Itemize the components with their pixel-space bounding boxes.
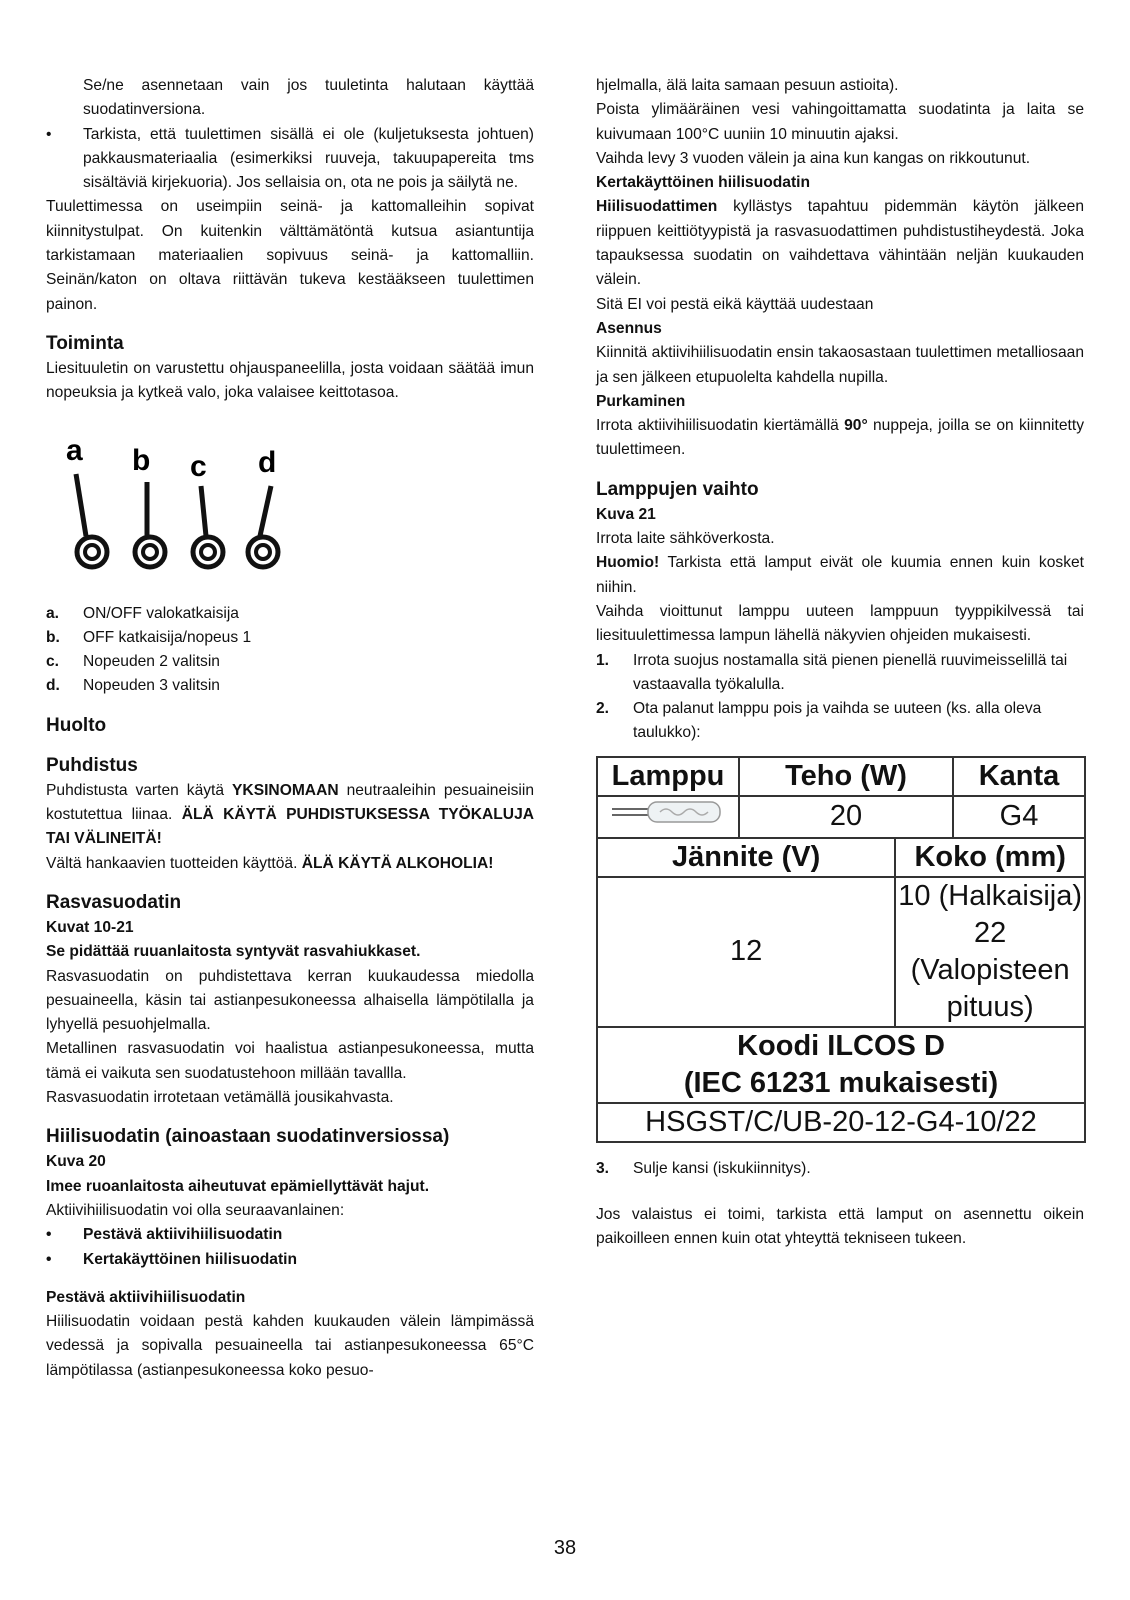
- subsection-title-purkaminen: Purkaminen: [596, 392, 686, 410]
- knob-d: [248, 537, 278, 567]
- lamp-image-cell: [597, 796, 739, 838]
- section-title-lamppujen-vaihto: Lamppujen vaihto: [596, 478, 759, 500]
- subsection-title-asennus: Asennus: [596, 319, 662, 337]
- knob-label-a: a: [66, 433, 83, 467]
- replace-paragraph: Vaihda levy 3 vuoden välein ja aina kun kangas on rikkoutunut.: [596, 149, 1031, 167]
- figure-ref: Kuvat 10-21: [46, 918, 134, 936]
- control-panel-illustration: [46, 412, 534, 602]
- halogen-bulb-icon: [608, 797, 728, 827]
- figure-ref: Kuva 21: [596, 505, 656, 523]
- step-item-3: 3. Sulje kansi (iskukiinnitys).: [596, 1159, 811, 1177]
- continuation-paragraph: hjelmalla, älä laita samaan pesuun astioita).: [596, 77, 899, 94]
- control-item-c: c. Nopeuden 2 valitsin: [46, 653, 220, 671]
- kerta-paragraph: Hiilisuodattimen kyllästys tapahtuu pidemmän käytön jälkeen riippuen keittiötyypistä ja rasvasuodattimen puhdistustiheydestä. Joka tapauksessa suodatin on vaihdettava vähintään neljän kuukauden välein.: [596, 198, 1084, 289]
- rasva-subtitle: Se pidättää ruuanlaitosta syntyvät rasvahiukkaset.: [46, 943, 421, 961]
- control-item-d: d. Nopeuden 3 valitsin: [46, 677, 220, 695]
- knob-group: [76, 474, 278, 567]
- section-title-hiilisuodatin: Hiilisuodatin (ainoastaan suodatinversiossa): [46, 1126, 450, 1148]
- bullet-text: Tarkista, että tuulettimen sisällä ei ole (kuljetuksesta johtuen) pakkausmateriaalia (esimerkiksi ruuveja, takuupapereita tms sisältäviä kirjekuoria). Jos sellaisia on, ota ne pois ja säilytä ne.: [83, 125, 534, 192]
- knob-b: [135, 537, 165, 567]
- hiili-paragraph: Aktiivihiilisuodatin voi olla seuraavanlainen:: [46, 1201, 345, 1219]
- subsection-title-kerta: Kertakäyttöinen hiilisuodatin: [596, 174, 811, 192]
- knob-label-b: b: [132, 443, 151, 477]
- subsection-title-pestava: Pestävä aktiivihiilisuodatin: [46, 1288, 246, 1306]
- step-item-2: 2. Ota palanut lamppu pois ja vaihda se uuteen (ks. alla oleva taulukko):: [596, 700, 1042, 742]
- left-column: [46, 74, 534, 1383]
- section-title-rasvasuodatin: Rasvasuodatin: [46, 891, 182, 913]
- pointer-c: [201, 486, 206, 536]
- header-jannite: Jännite (V): [597, 838, 895, 877]
- kerta-note: Sitä EI voi pestä eikä käyttää uudestaan: [596, 295, 874, 313]
- lamp-spec-table: [596, 756, 1086, 1143]
- lamp-warning: Huomio! Tarkista että lamput eivät ole kuumia ennen kuin kosket niihin.: [596, 554, 1084, 596]
- ilcos-code-value: HSGST/C/UB-20-12-G4-10/22: [597, 1103, 1085, 1142]
- header-lamppu: Lamppu: [597, 757, 739, 796]
- drying-paragraph: Poista ylimääräinen vesi vahingoittamatta suodatinta ja laita se kuivumaan 100°C uuniin 10 minuutin ajaksi.: [596, 101, 1084, 143]
- bullet-mark: •: [46, 125, 52, 143]
- rasva-paragraph-3: Rasvasuodatin irrotetaan vetämällä jousikahvasta.: [46, 1089, 394, 1107]
- lamp-paragraph-1: Irrota laite sähköverkosta.: [596, 530, 775, 548]
- control-item-b: b. OFF katkaisija/nopeus 1: [46, 628, 252, 646]
- mounting-paragraph: Tuulettimessa on useimpiin seinä- ja kattomalleihin sopivat kiinnitystulpat. On kuitenkin välttämätöntä kutsua asiantuntija tarkistamaan materiaalien sopivuus seinä- ja kattomalliin. Seinän/katon on oltava riittävän tukeva kestääkseen tuulettimen painon.: [46, 198, 534, 313]
- header-kanta: Kanta: [953, 757, 1085, 796]
- knob-c: [193, 537, 223, 567]
- pestava-paragraph: Hiilisuodatin voidaan pestä kahden kuukauden välein lämpimässä vedessä ja sopivalla pesuaineella tai astianpesukoneessa 65°C lämpötilassa (astianpesukoneessa koko pesuo-: [46, 1313, 534, 1379]
- puhdistus-text: Puhdistusta varten käytä YKSINOMAAN neutraaleihin pesuaineisiin kostutettua liinaa. ÄLÄ KÄYTÄ PUHDISTUKSESSA TYÖKALUJA TAI VÄLINEITÄ!: [46, 781, 534, 848]
- knob-diagram: [46, 412, 306, 592]
- pointer-d: [260, 486, 271, 536]
- section-title-huolto: Huolto: [46, 714, 107, 736]
- control-item-a: a. ON/OFF valokatkaisija: [46, 604, 239, 622]
- purkaminen-paragraph: Irrota aktiivihiilisuodatin kiertämällä 90° nuppeja, joilla se on kiinnitetty tuulettimeen.: [596, 417, 1084, 459]
- koko-value: 10 (Halkaisija) 22 (Valopisteen pituus): [895, 877, 1085, 1027]
- ilcos-code-header: Koodi ILCOS D (IEC 61231 mukaisesti): [597, 1027, 1085, 1103]
- filter-type-item: • Pestävä aktiivihiilisuodatin: [46, 1226, 283, 1244]
- final-paragraph: Jos valaistus ei toimi, tarkista että lamput on asennettu oikein paikoilleen ennen kuin otat yhteyttä tekniseen tukeen.: [596, 1206, 1084, 1248]
- rasva-paragraph-2: Metallinen rasvasuodatin voi haalistua astianpesukoneessa, mutta tämä ei vaikuta sen suodatustehoon millään tavallla.: [46, 1040, 534, 1082]
- figure-ref: Kuva 20: [46, 1153, 106, 1171]
- section-title-toiminta: Toiminta: [46, 332, 124, 354]
- teho-value: 20: [739, 796, 953, 838]
- asennus-paragraph: Kiinnitä aktiivihiilisuodatin ensin takaosastaan tuulettimen metalliosaan ja sen jälkeen etupuolelta kahdella nupilla.: [596, 344, 1084, 386]
- control-list: [46, 602, 534, 699]
- pointer-a: [76, 474, 86, 536]
- right-column: [596, 74, 1084, 1252]
- jannite-value: 12: [597, 877, 895, 1027]
- step-item-1: 1. Irrota suojus nostamalla sitä pienen pienellä ruuvimeisselillä tai vastaavalla työkalulla.: [596, 651, 1068, 693]
- kanta-value: G4: [953, 796, 1085, 838]
- knob-label-d: d: [258, 445, 277, 479]
- header-teho: Teho (W): [739, 757, 953, 796]
- toiminta-text: Liesituuletin on varustettu ohjauspaneelilla, josta voidaan säätää imun nopeuksia ja kytkeä valo, joka valaisee keittotasoa.: [46, 359, 534, 402]
- page-number: 38: [553, 1537, 577, 1559]
- knob-label-c: c: [190, 449, 207, 483]
- knob-a: [77, 537, 107, 567]
- puhdistus-warning: Vältä hankaavien tuotteiden käyttöä. ÄLÄ KÄYTÄ ALKOHOLIA!: [46, 854, 494, 872]
- section-title-puhdistus: Puhdistus: [46, 754, 138, 776]
- header-koko: Koko (mm): [895, 838, 1085, 877]
- filter-type-item: • Kertakäyttöinen hiilisuodatin: [46, 1250, 298, 1268]
- bullet-item: [46, 123, 534, 196]
- rasva-paragraph-1: Rasvasuodatin on puhdistettava kerran kuukaudessa miedolla pesuaineella, käsin tai astianpesukoneessa alhaisella lämpötilalla ja lyhyellä pesuohjelmalla.: [46, 967, 534, 1034]
- hiili-subtitle: Imee ruoanlaitosta aiheutuvat epämiellyttävät hajut.: [46, 1177, 430, 1195]
- intro-continuation: Se/ne asennetaan vain jos tuuletinta halutaan käyttää suodatinversiona.: [83, 77, 534, 119]
- lamp-paragraph-2: Vaihda vioittunut lamppu uuteen lamppuun tyyppikilvessä tai liesituulettimessa lampun lähellä näkyvien ohjeiden mukaisesti.: [596, 602, 1084, 645]
